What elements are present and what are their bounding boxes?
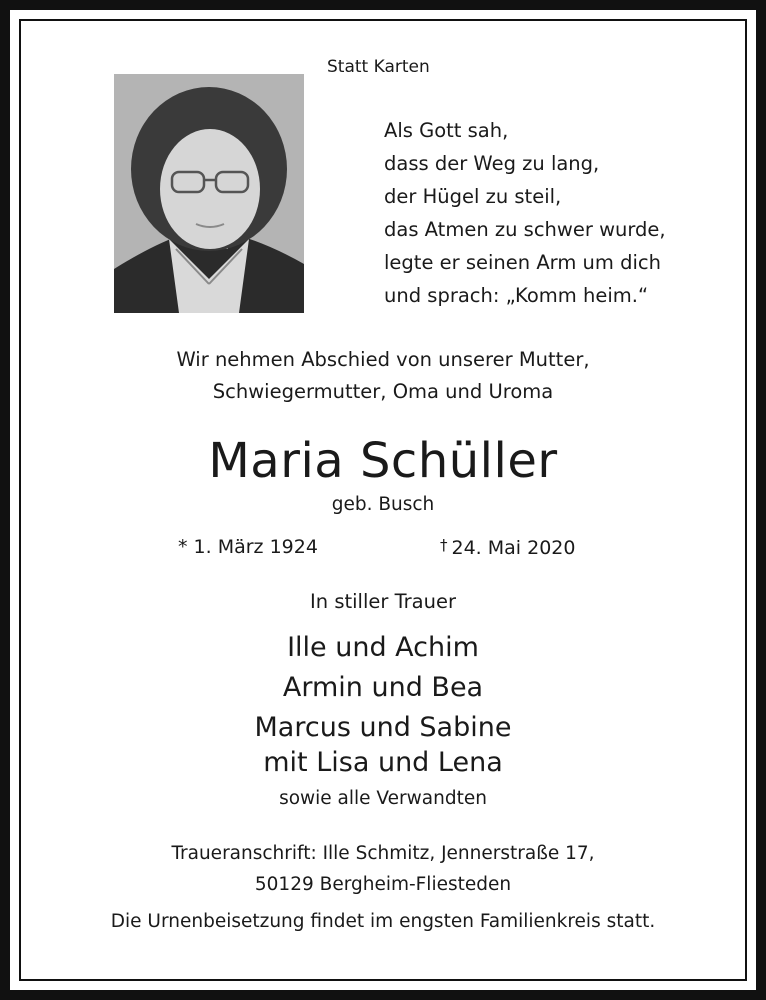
poem-line: und sprach: „Komm heim.“ — [384, 284, 649, 307]
cross-icon: † — [440, 536, 448, 554]
poem-line: der Hügel zu steil, — [384, 185, 562, 208]
mourners-list — [0, 628, 766, 778]
intro-line-2: Schwiegermutter, Oma und Uroma — [212, 380, 554, 403]
intro-text — [0, 344, 766, 408]
portrait-image — [114, 74, 304, 313]
footer-note: Die Urnenbeisetzung findet im engsten Familienkreis statt. — [110, 911, 656, 932]
mourner-name: Marcus und Sabine — [254, 712, 512, 743]
death-date: 24. Mai 2020 — [451, 537, 576, 559]
mourning-title: In stiller Trauer — [310, 590, 456, 613]
death-date-group — [440, 536, 575, 559]
mourner-name: Armin und Bea — [282, 672, 484, 703]
poem-line: Als Gott sah, — [384, 119, 509, 142]
maiden-name: geb. Busch — [331, 494, 435, 515]
portrait-photo — [114, 74, 304, 313]
poem-line: das Atmen zu schwer wurde, — [384, 218, 666, 241]
relatives-text: sowie alle Verwandten — [279, 788, 487, 809]
mourner-name: mit Lisa und Lena — [263, 747, 503, 778]
poem — [384, 114, 666, 312]
header-note: Statt Karten — [327, 57, 430, 77]
poem-line: legte er seinen Arm um dich — [384, 251, 661, 274]
address-line-2: 50129 Bergheim-Fliesteden — [254, 874, 512, 895]
mourner-name: Ille und Achim — [287, 632, 479, 663]
intro-line-1: Wir nehmen Abschied von unserer Mutter, — [176, 348, 590, 371]
deceased-name: Maria Schüller — [208, 433, 558, 489]
address-line-1: Traueranschrift: Ille Schmitz, Jennerstraße 17, — [171, 843, 595, 864]
birth-date: * 1. März 1924 — [178, 536, 318, 558]
mourning-address — [0, 838, 766, 900]
poem-line: dass der Weg zu lang, — [384, 152, 600, 175]
